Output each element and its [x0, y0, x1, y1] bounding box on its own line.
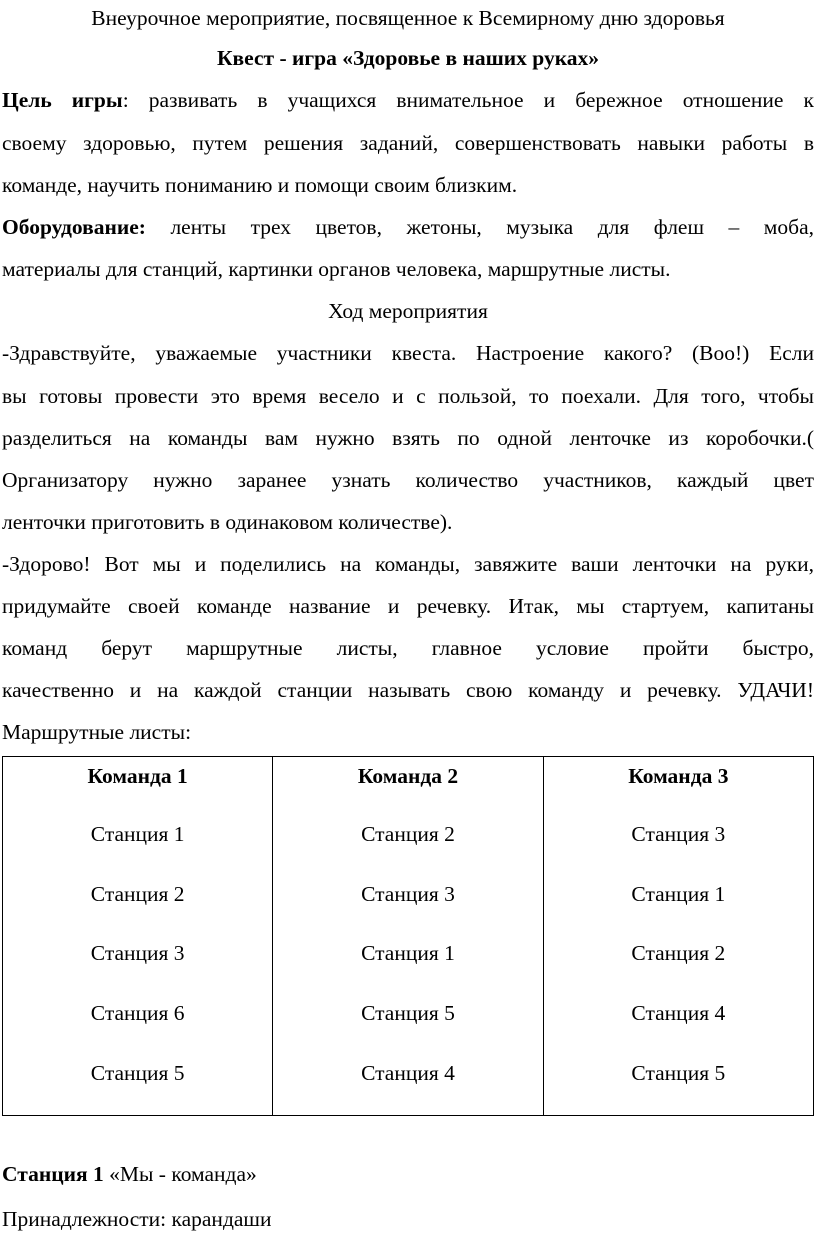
station-cell: Станция 1: [90, 822, 185, 846]
station-cell: Станция 1: [631, 882, 726, 906]
station-1-heading: [2, 1160, 814, 1188]
station-cell: Станция 6: [90, 1001, 185, 1025]
equipment-text: ленты трех цветов, жетоны, музыка для флеш – моба,: [145, 215, 814, 239]
equipment-paragraph-line-1: [2, 213, 814, 241]
station-cell: Станция 2: [90, 882, 185, 906]
route-column-team-1: [3, 757, 273, 1116]
station-cell: Станция 4: [631, 1001, 726, 1025]
body-line: -Здорово! Вот мы и поделились на команды, завяжите ваши ленточки на руки,: [2, 552, 814, 576]
station-cell: Станция 2: [631, 941, 726, 965]
team-header: Команда 3: [628, 764, 729, 788]
route-table: [2, 756, 814, 1116]
station-1-label: Станция 1: [2, 1162, 104, 1186]
body-line: Организатору нужно заранее узнать количество участников, каждый цвет: [2, 468, 814, 492]
event-title: Внеурочное мероприятие, посвященное к Всемирному дню здоровья: [91, 6, 725, 30]
station-cell: Станция 3: [361, 882, 455, 906]
body-line: вы готовы провести это время весело и с пользой, то поехали. Для того, чтобы: [2, 384, 814, 408]
goal-label: Цель игры: [2, 88, 123, 112]
goal-paragraph-line-2: своему здоровью, путем решения заданий, совершенствовать навыки работы в: [2, 131, 814, 155]
station-cell: Станция 5: [631, 1061, 726, 1085]
body-line: команд берут маршрутные листы, главное условие пройти быстро,: [2, 636, 814, 660]
goal-text: : развивать в учащихся внимательное и бережное отношение к: [122, 88, 815, 112]
quest-title: Квест - игра «Здоровье в наших руках»: [216, 46, 600, 70]
route-column-team-3: [543, 757, 813, 1116]
route-column-team-2: [273, 757, 543, 1116]
station-cell: Станция 3: [631, 822, 726, 846]
station-cell: Станция 5: [361, 1001, 455, 1025]
station-1-supplies: Принадлежности: карандаши: [2, 1207, 272, 1231]
goal-paragraph-line-1: [2, 86, 814, 114]
equipment-paragraph-line-2: материалы для станций, картинки органов человека, маршрутные листы.: [2, 257, 671, 281]
station-1-title: «Мы - команда»: [103, 1162, 257, 1186]
course-heading: Ход мероприятия: [328, 299, 488, 323]
route-sheets-label: Маршрутные листы:: [2, 720, 192, 744]
body-line: -Здравствуйте, уважаемые участники квеста. Настроение какого? (Воо!) Если: [2, 341, 814, 365]
body-line: разделиться на команды вам нужно взять по одной ленточке из коробочки.(: [2, 426, 814, 450]
body-line: придумайте своей команде название и речевку. Итак, мы стартуем, капитаны: [2, 594, 814, 618]
team-header: Команда 1: [87, 764, 188, 788]
station-cell: Станция 4: [361, 1061, 455, 1085]
team-header: Команда 2: [357, 764, 459, 788]
body-line: качественно и на каждой станции называть свою команду и речевку. УДАЧИ!: [2, 678, 814, 702]
goal-paragraph-line-3: команде, научить пониманию и помощи своим близким.: [2, 173, 518, 197]
station-cell: Станция 5: [90, 1061, 185, 1085]
station-cell: Станция 2: [361, 822, 455, 846]
station-cell: Станция 1: [361, 941, 455, 965]
equipment-label: Оборудование:: [2, 215, 146, 239]
station-cell: Станция 3: [90, 941, 185, 965]
body-line: ленточки приготовить в одинаковом количестве).: [2, 510, 453, 534]
